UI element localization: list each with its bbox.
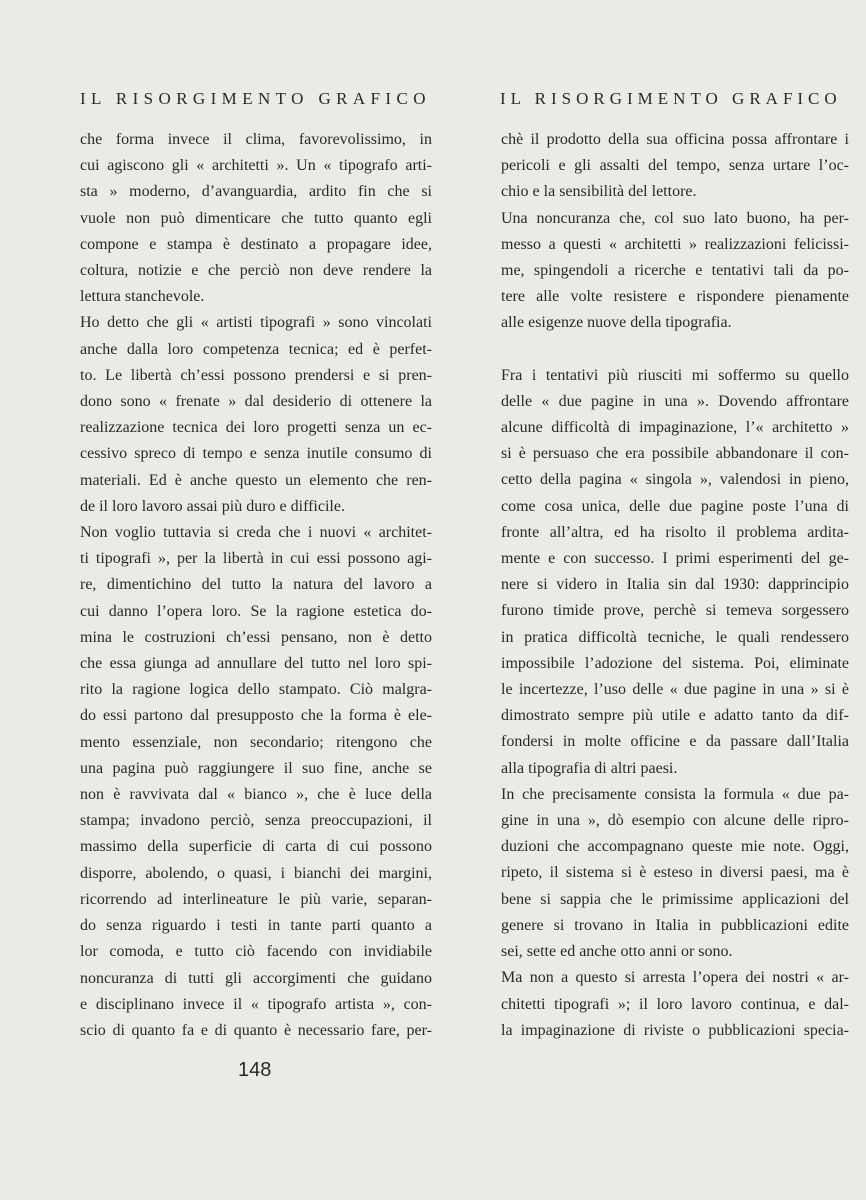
text-line: delle « due pagine in una ». Dovendo affrontare — [501, 392, 849, 410]
text-line: me, spingendoli a ricerche e tentativi tali da po- — [501, 262, 849, 280]
text-line: ripeto, il sistema si è esteso in diversi paesi, ma è — [501, 864, 849, 882]
text-line: lor comoda, e tutto ciò facendo con invidiabile — [80, 943, 432, 961]
text-line: coltura, notizie e che perciò non deve rendere la — [80, 262, 432, 280]
text-line: dono sono « frenate » dal desiderio di ottenere la — [80, 393, 432, 411]
text-line: do essi partono dal presupposto che la forma è ele- — [80, 707, 432, 725]
page-number: 148 — [238, 1059, 272, 1081]
text-line: che forma invece il clima, favorevolissimo, in — [80, 131, 432, 148]
text-line: mente e con successo. I primi esperimenti del ge- — [501, 550, 849, 568]
text-line: chio e la sensibilità del lettore. — [501, 183, 697, 201]
text-line: come cosa unica, delle due pagine poste l’una di — [501, 497, 849, 515]
text-line: furono timide prove, perchè si temeva sorgessero — [501, 602, 849, 620]
text-line: dimostrato sempre più utile e adatto tanto da dif- — [501, 707, 849, 725]
text-line: una pagina può raggiungere il suo fine, anche se — [80, 759, 432, 777]
text-line: tere alle volte resistere e rispondere pienamente — [501, 288, 849, 306]
text-line: ricorrendo ad interlineature le più varie, separan- — [80, 890, 432, 908]
text-line: vuole non può dimenticare che tutto quanto egli — [80, 209, 432, 227]
text-line: impossibile l’adozione del sistema. Poi, eliminate — [501, 654, 849, 672]
text-line: anche dalla loro competenza tecnica; ed è perfet- — [80, 340, 432, 358]
text-line: Fra i tentativi più riusciti mi soffermo su quello — [501, 366, 849, 384]
text-line: mina le costruzioni ch’essi pensano, non è detto — [80, 628, 432, 646]
text-line: noncuranza di tutti gli accorgimenti che guidano — [80, 969, 432, 987]
text-line: mento essenziale, non secondario; ritengono che — [80, 733, 432, 751]
text-line: che essa giunga ad annullare del tutto nel loro spi- — [80, 655, 432, 673]
paragraph-gap — [501, 337, 849, 363]
text-line: chè il prodotto della sua officina possa affrontare i — [501, 131, 849, 148]
text-line: alla tipografia di altri paesi. — [501, 759, 678, 777]
text-line: cui agiscono gli « architetti ». Un « tipografo arti- — [80, 157, 432, 175]
text-line: Non voglio tuttavia si creda che i nuovi « architet- — [80, 524, 432, 542]
text-line: in pratica difficoltà tecniche, le quali rendessero — [501, 628, 849, 646]
text-line: Una noncuranza che, col suo lato buono, ha per- — [501, 209, 849, 227]
text-line: pericoli e gli assalti del tempo, senza urtare l’oc- — [501, 157, 849, 175]
text-line: scio di quanto fa e di quanto è necessario fare, per- — [80, 1021, 432, 1039]
text-line: sta » moderno, d’avanguardia, ardito fin che si — [80, 183, 432, 201]
text-line: genere si trovano in Italia in pubblicazioni edite — [501, 916, 849, 934]
text-line: non è ravvivata dal « bianco », che è luce della — [80, 786, 432, 804]
text-line: rito la ragione logica dello stampato. Ciò malgra- — [80, 681, 432, 699]
text-line: e disciplinano invece il « tipografo artista », con- — [80, 995, 432, 1013]
text-line: bene si sappia che le primissime applicazioni del — [501, 890, 849, 908]
text-line: la impaginazione di riviste o pubblicazioni specia- — [501, 1021, 849, 1039]
text-column-right — [501, 127, 849, 1044]
text-line: si è persuaso che era possibile abbandonare il con- — [501, 445, 849, 463]
text-line: nere si videro in Italia sin dal 1930: dapprincipio — [501, 576, 849, 594]
text-line: materiali. Ed è anche questo un elemento che ren- — [80, 471, 432, 489]
text-column-left — [80, 127, 432, 1044]
text-line: messo a questi « architetti » realizzazioni felicissi- — [501, 235, 849, 253]
text-line: gine in una », dò esempio con alcune delle ripro- — [501, 812, 849, 830]
text-line: de il loro lavoro assai più duro e difficile. — [80, 497, 345, 515]
text-line: realizzazione tecnica dei loro progetti senza un ec- — [80, 419, 432, 437]
text-line: do senza riguardo i testi in tante parti quanto a — [80, 917, 432, 935]
text-line: ti tipografi », per la libertà in cui essi possono agi- — [80, 550, 432, 568]
text-line: Ho detto che gli « artisti tipografi » sono vincolati — [80, 314, 432, 332]
text-line: sei, sette ed anche otto anni or sono. — [501, 943, 733, 961]
text-line: alcune difficoltà di impaginazione, l’« architetto » — [501, 419, 849, 437]
text-line: Ma non a questo si arresta l’opera dei nostri « ar- — [501, 969, 849, 987]
text-line: cui danno l’opera loro. Se la ragione estetica do- — [80, 602, 432, 620]
text-line: fronte all’altra, ed ha risolto il problema ardita- — [501, 523, 849, 541]
text-line: chitetti tipografi »; il loro lavoro continua, e dal- — [501, 995, 849, 1013]
text-line: cetto della pagina « singola », valendosi in pieno, — [501, 471, 849, 489]
text-line: In che precisamente consista la formula « due pa- — [501, 785, 849, 803]
running-header-right: IL RISORGIMENTO GRAFICO — [500, 89, 842, 108]
text-line: lettura stanchevole. — [80, 288, 205, 306]
running-header-left: IL RISORGIMENTO GRAFICO — [80, 89, 431, 108]
text-line: to. Le libertà ch’essi possono prendersi e si pren- — [80, 366, 432, 384]
text-line: massimo della superficie di carta di cui possono — [80, 838, 432, 856]
text-line: fondersi in molte officine e da passare dall’Italia — [501, 733, 849, 751]
text-line: cessivo spreco di tempo e senza inutile consumo di — [80, 445, 432, 463]
text-line: disporre, abolendo, o quasi, i bianchi dei margini, — [80, 864, 432, 882]
text-line: duzioni che accompagnano queste mie note. Oggi, — [501, 838, 849, 856]
text-line: stampa; invadono perciò, senza preoccupazioni, il — [80, 812, 432, 830]
text-line: compone e stampa è destinato a propagare idee, — [80, 235, 432, 253]
text-line: alle esigenze nuove della tipografia. — [501, 314, 732, 332]
text-line: le incertezze, l’uso delle « due pagine in una » si è — [501, 681, 849, 699]
text-line: re, dimentichino del tutto la natura del lavoro a — [80, 576, 432, 594]
